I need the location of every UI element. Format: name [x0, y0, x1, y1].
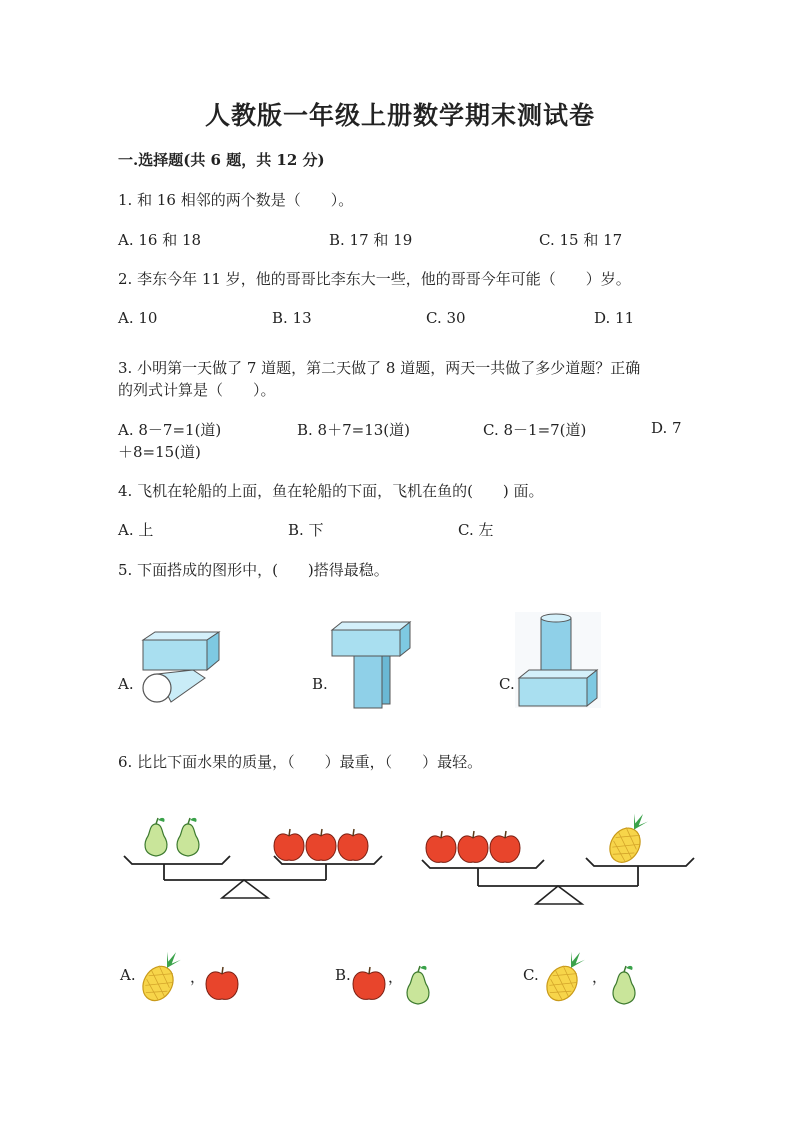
pineapple-icon	[604, 807, 655, 868]
apple-icon	[458, 831, 488, 862]
question-2-option-d[interactable]: D. 11	[594, 309, 635, 327]
pineapple-icon	[136, 950, 186, 1006]
question-4-stem: 4. 飞机在轮船的上面，鱼在轮船的下面，飞机在鱼的( ) 面。	[118, 482, 544, 500]
question-4-option-a[interactable]: A. 上	[118, 521, 154, 539]
apple-icon	[306, 829, 336, 860]
apple-icon	[352, 968, 388, 1004]
question-2-option-b[interactable]: B. 13	[272, 309, 312, 327]
section-heading: 一.选择题(共 6 题，共 12 分)	[118, 151, 325, 169]
pear-icon	[404, 966, 434, 1006]
apple-icon	[274, 829, 304, 860]
apple-icon	[338, 829, 368, 860]
question-2-option-a[interactable]: A. 10	[118, 309, 158, 327]
pear-icon	[177, 818, 199, 856]
figure-a-box-on-cylinder	[135, 628, 225, 708]
pineapple-icon	[540, 950, 590, 1006]
question-2-option-c[interactable]: C. 30	[426, 309, 466, 327]
question-3-stem-line-1: 3. 小明第一天做了 7 道题，第二天做了 8 道题，两天一共做了多少道题？正确	[118, 359, 641, 377]
question-3-option-a[interactable]: A. 8－7=1(道)	[118, 421, 222, 439]
question-4-option-b[interactable]: B. 下	[288, 521, 324, 539]
question-6-option-b[interactable]: B.	[335, 966, 351, 984]
question-5-option-a[interactable]: A.	[118, 675, 134, 693]
question-6-stem: 6. 比比下面水果的质量，（ ）最重，（ ）最轻。	[118, 753, 483, 771]
page-title: 人教版一年级上册数学期末测试卷	[204, 101, 595, 130]
question-6-option-c-separator: ，	[592, 968, 608, 986]
question-1-option-c[interactable]: C. 15 和 17	[539, 231, 623, 249]
question-5-option-c[interactable]: C.	[499, 675, 515, 693]
apple-icon	[490, 831, 520, 862]
question-6-option-a-separator: ，	[190, 968, 206, 986]
question-2-stem: 2. 李东今年 11 岁，他的哥哥比李东大一些，他的哥哥今年可能（ ）岁。	[118, 270, 631, 288]
question-1-option-b[interactable]: B. 17 和 19	[329, 231, 413, 249]
question-3-option-c[interactable]: C. 8－1=7(道)	[483, 421, 587, 439]
question-4-option-c[interactable]: C. 左	[458, 521, 494, 539]
question-5-option-b[interactable]: B.	[312, 675, 328, 693]
question-5-stem: 5. 下面搭成的图形中，( )搭得最稳。	[118, 561, 389, 579]
apple-icon	[205, 968, 241, 1004]
pear-icon	[610, 966, 640, 1006]
balance-scale-icon	[420, 812, 710, 912]
question-3-option-d[interactable]: D. 7	[651, 419, 682, 437]
question-3-option-b[interactable]: B. 8＋7=13(道)	[297, 421, 411, 439]
question-6-option-a[interactable]: A.	[120, 966, 136, 984]
question-3-stem-line-2: 的列式计算是（ ）。	[118, 381, 276, 399]
question-1-option-a[interactable]: A. 16 和 18	[118, 231, 202, 249]
question-1-stem: 1. 和 16 相邻的两个数是（ ）。	[118, 191, 354, 209]
figure-b-box-on-pillar	[328, 618, 418, 713]
pear-icon	[145, 818, 167, 856]
question-3-option-d-continued: ＋8=15(道)	[118, 443, 201, 461]
question-6-option-b-separator: ，	[388, 968, 404, 986]
question-6-option-c[interactable]: C.	[523, 966, 539, 984]
figure-c-cylinder-on-box	[515, 612, 605, 712]
apple-icon	[426, 831, 456, 862]
balance-scale-icon	[122, 818, 392, 908]
